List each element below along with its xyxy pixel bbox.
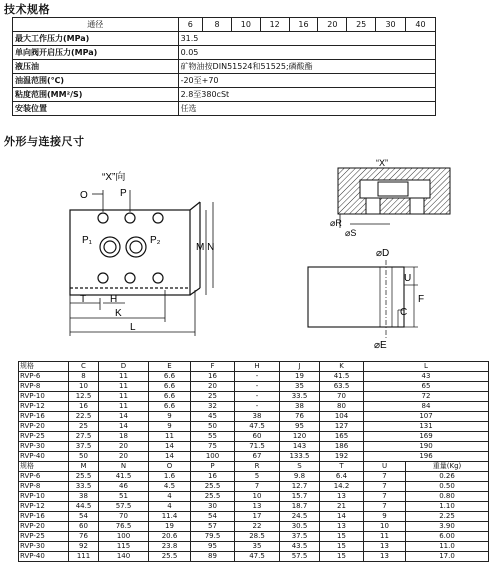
dim-cell: RVP-8 xyxy=(19,482,69,492)
table-row xyxy=(19,422,489,432)
dim-cell: 7 xyxy=(364,502,406,512)
dim-cell: 11 xyxy=(99,382,149,392)
dim-cell: - xyxy=(235,392,280,402)
dim-cell: 30.5 xyxy=(280,522,320,532)
dim-cell: 10 xyxy=(235,492,280,502)
spec-row xyxy=(13,88,436,102)
spec-value: 矿物油按DIN51524和51525;磷酸酯 xyxy=(178,60,435,74)
dim-cell: 95 xyxy=(191,542,235,552)
dim-cell: 14.2 xyxy=(320,482,364,492)
table-row xyxy=(19,402,489,412)
front-view xyxy=(70,202,200,295)
spec-row xyxy=(13,60,436,74)
spec-label: 液压油 xyxy=(13,60,179,74)
dim-header-cell: O xyxy=(149,462,191,472)
dim-cell: 107 xyxy=(364,412,489,422)
dim-cell: 57.5 xyxy=(99,502,149,512)
dim-header-cell: L xyxy=(364,362,489,372)
mount-hole xyxy=(153,273,163,283)
dim-cell: 143 xyxy=(280,442,320,452)
dim-cell: 6.4 xyxy=(320,472,364,482)
dim-cell: 51 xyxy=(99,492,149,502)
diameter-cell: 6 xyxy=(178,18,203,32)
spec-value: 31.5 xyxy=(178,32,435,46)
dim-cell: 10 xyxy=(364,522,406,532)
dim-cell: 165 xyxy=(320,432,364,442)
dim-cell: 12.5 xyxy=(69,392,99,402)
dim-cell: 37.5 xyxy=(69,442,99,452)
dim-cell: 120 xyxy=(280,432,320,442)
dim-cell: RVP-16 xyxy=(19,412,69,422)
dim-header-cell: M xyxy=(69,462,99,472)
dim-cell: 76 xyxy=(69,532,99,542)
dim-header-cell: H xyxy=(235,362,280,372)
dim-cell: 47.5 xyxy=(235,552,280,562)
label-x-arrow: “X” xyxy=(376,158,388,168)
dim-cell: - xyxy=(235,372,280,382)
dim-cell: 20 xyxy=(99,452,149,462)
outline-drawing xyxy=(0,150,500,360)
dim-cell: 17.0 xyxy=(406,552,489,562)
dim-cell: 111 xyxy=(69,552,99,562)
diameter-cell: 12 xyxy=(260,18,289,32)
dim-cell: 54 xyxy=(69,512,99,522)
dim-cell: 95 xyxy=(280,422,320,432)
table-row xyxy=(19,542,489,552)
dim-cell: 25.5 xyxy=(69,472,99,482)
label-p2: P₂ xyxy=(150,235,161,246)
dim-cell: 75 xyxy=(191,442,235,452)
port-p1 xyxy=(100,237,120,257)
dim-cell: 89 xyxy=(191,552,235,562)
dim-cell: 76.5 xyxy=(99,522,149,532)
spec-label: 安装位置 xyxy=(13,102,179,116)
mount-hole xyxy=(98,273,108,283)
section-view xyxy=(338,168,450,228)
dim-cell: 0.80 xyxy=(406,492,489,502)
diameter-cell: 25 xyxy=(347,18,376,32)
dim-cell: 38 xyxy=(69,492,99,502)
dim-cell: 25 xyxy=(191,392,235,402)
dim-header-cell: 重量(Kg) xyxy=(406,462,489,472)
table-row xyxy=(19,412,489,422)
dim-cell: 14 xyxy=(320,512,364,522)
dim-cell: RVP-10 xyxy=(19,492,69,502)
dim-cell: 50 xyxy=(191,422,235,432)
dim-cell: 0.50 xyxy=(406,482,489,492)
spec-label: 油温范围(℃) xyxy=(13,74,179,88)
dim-cell: RVP-30 xyxy=(19,442,69,452)
dim-cell: 11 xyxy=(99,372,149,382)
outline-title: 外形与连接尺寸 xyxy=(4,135,85,148)
dim-cell: 14 xyxy=(99,412,149,422)
dim-header-cell: 规格 xyxy=(19,362,69,372)
dim-cell: 43.5 xyxy=(280,542,320,552)
dim-header-cell: P xyxy=(191,462,235,472)
dim-cell: 57.5 xyxy=(280,552,320,562)
dim-cell: 196 xyxy=(364,452,489,462)
dim-cell: 33.5 xyxy=(280,392,320,402)
spec-value: 0.05 xyxy=(178,46,435,60)
table-row xyxy=(19,502,489,512)
dim-cell: 47.5 xyxy=(235,422,280,432)
dim-cell: 13 xyxy=(364,552,406,562)
section-port xyxy=(410,198,424,214)
dim-cell: 18 xyxy=(99,432,149,442)
label-o: O xyxy=(80,190,88,201)
diameter-label: 通径 xyxy=(13,18,179,32)
dim-header-cell: 规格 xyxy=(19,462,69,472)
dim-cell: 11 xyxy=(364,532,406,542)
dim-cell: 5 xyxy=(235,472,280,482)
dim-cell: 41.5 xyxy=(320,372,364,382)
dim-cell: 22 xyxy=(235,522,280,532)
spec-row xyxy=(13,74,436,88)
spec-value: 2.8至380cSt xyxy=(178,88,435,102)
dim-cell: 15 xyxy=(320,552,364,562)
table-row xyxy=(19,482,489,492)
dim-cell: 33.5 xyxy=(69,482,99,492)
dim-cell: 7 xyxy=(364,472,406,482)
dim-cell: 9 xyxy=(364,512,406,522)
dim-header-row xyxy=(19,462,489,472)
table-row xyxy=(19,432,489,442)
dim-cell: 71.5 xyxy=(235,442,280,452)
dim-cell: 80 xyxy=(320,402,364,412)
spec-value: -20至+70 xyxy=(178,74,435,88)
dim-cell: RVP-10 xyxy=(19,392,69,402)
dim-cell: 60 xyxy=(235,432,280,442)
x-view-label: “X”向 xyxy=(102,172,126,183)
diameter-cell: 10 xyxy=(231,18,260,32)
section-port xyxy=(366,198,380,214)
dim-header-cell: T xyxy=(320,462,364,472)
label-u: U xyxy=(404,273,412,284)
dim-cell: 8 xyxy=(69,372,99,382)
dim-cell: 54 xyxy=(191,512,235,522)
dim-cell: 15 xyxy=(320,532,364,542)
section-poppet xyxy=(378,182,408,196)
dim-cell: 104 xyxy=(320,412,364,422)
dim-cell: 11 xyxy=(149,432,191,442)
dim-cell: 192 xyxy=(320,452,364,462)
dim-header-cell: K xyxy=(320,362,364,372)
spec-label: 粘度范围(MM²/S) xyxy=(13,88,179,102)
spec-value: 任选 xyxy=(178,102,435,116)
dim-cell: 6.00 xyxy=(406,532,489,542)
label-d: ⌀D xyxy=(376,248,390,259)
dim-cell: 25.5 xyxy=(191,482,235,492)
dim-cell: 169 xyxy=(364,432,489,442)
dim-cell: RVP-6 xyxy=(19,472,69,482)
dim-header-cell: C xyxy=(69,362,99,372)
port-p2 xyxy=(130,241,142,253)
dim-cell: 24.5 xyxy=(280,512,320,522)
dim-cell: - xyxy=(235,382,280,392)
dim-cell: 13 xyxy=(364,542,406,552)
dim-cell: 6.6 xyxy=(149,392,191,402)
dim-cell: 76 xyxy=(280,412,320,422)
dim-cell: 140 xyxy=(99,552,149,562)
spec-row xyxy=(13,102,436,116)
dim-cell: 133.5 xyxy=(280,452,320,462)
dim-header-cell: S xyxy=(280,462,320,472)
dim-cell: 63.5 xyxy=(320,382,364,392)
dim-cell: 7 xyxy=(235,482,280,492)
dim-cell: 38 xyxy=(235,412,280,422)
dim-header-cell: R xyxy=(235,462,280,472)
dim-cell: RVP-40 xyxy=(19,552,69,562)
dim-cell: 43 xyxy=(364,372,489,382)
dim-cell: 67 xyxy=(235,452,280,462)
diameter-cell: 40 xyxy=(406,18,436,32)
label-t: T xyxy=(80,294,87,305)
dim-header-cell: D xyxy=(99,362,149,372)
table-row xyxy=(19,512,489,522)
dim-cell: 35 xyxy=(280,382,320,392)
mount-hole xyxy=(125,213,135,223)
dim-cell: 9 xyxy=(149,412,191,422)
dim-cell: 13 xyxy=(235,502,280,512)
dim-cell: 15 xyxy=(320,542,364,552)
dim-cell: 45 xyxy=(191,412,235,422)
table-row xyxy=(19,492,489,502)
dim-cell: 70 xyxy=(99,512,149,522)
table-row xyxy=(19,392,489,402)
dim-cell: 17 xyxy=(235,512,280,522)
diameter-cell: 30 xyxy=(376,18,406,32)
dim-header-row xyxy=(19,362,489,372)
dim-cell: 6.6 xyxy=(149,402,191,412)
dim-cell: RVP-25 xyxy=(19,532,69,542)
side-view xyxy=(308,260,418,338)
dim-cell: 4 xyxy=(149,502,191,512)
side-body xyxy=(308,267,404,327)
dim-cell: 20 xyxy=(191,382,235,392)
dim-cell: 12.7 xyxy=(280,482,320,492)
dim-cell: RVP-12 xyxy=(19,502,69,512)
dim-cell: 16 xyxy=(191,372,235,382)
diameter-cell: 16 xyxy=(289,18,318,32)
dimension-table xyxy=(18,361,489,562)
dim-cell: 115 xyxy=(99,542,149,552)
dim-cell: 38 xyxy=(280,402,320,412)
dim-cell: 0.26 xyxy=(406,472,489,482)
dim-cell: 4 xyxy=(149,492,191,502)
dim-cell: 60 xyxy=(69,522,99,532)
label-r: ⌀R xyxy=(330,218,342,228)
spec-title: 技术规格 xyxy=(4,3,50,16)
dim-cell: 13 xyxy=(320,522,364,532)
dim-header-cell: N xyxy=(99,462,149,472)
table-row xyxy=(19,532,489,542)
dim-header-cell: F xyxy=(191,362,235,372)
dim-cell: 14 xyxy=(99,422,149,432)
table-row xyxy=(19,522,489,532)
dim-cell: 84 xyxy=(364,402,489,412)
dim-cell: 9 xyxy=(149,422,191,432)
label-p1: P₁ xyxy=(82,235,93,246)
dim-cell: 11 xyxy=(99,402,149,412)
dim-cell: 14 xyxy=(149,442,191,452)
dim-cell: 55 xyxy=(191,432,235,442)
dim-cell: 9.8 xyxy=(280,472,320,482)
table-row xyxy=(19,442,489,452)
dim-cell: RVP-6 xyxy=(19,372,69,382)
dim-cell: 44.5 xyxy=(69,502,99,512)
label-p: P xyxy=(120,188,127,199)
dim-cell: 15.7 xyxy=(280,492,320,502)
dim-cell: 14 xyxy=(149,452,191,462)
dim-cell: 57 xyxy=(191,522,235,532)
diameter-cell: 8 xyxy=(203,18,232,32)
dim-cell: RVP-30 xyxy=(19,542,69,552)
dim-cell: 70 xyxy=(320,392,364,402)
dim-cell: 23.8 xyxy=(149,542,191,552)
mount-hole xyxy=(125,273,135,283)
dim-cell: 20.6 xyxy=(149,532,191,542)
table-row xyxy=(19,382,489,392)
table-row xyxy=(19,552,489,562)
dim-cell: RVP-12 xyxy=(19,402,69,412)
diameter-cell: 20 xyxy=(318,18,347,32)
dim-cell: 7 xyxy=(364,482,406,492)
dim-cell: 65 xyxy=(364,382,489,392)
dim-cell: 11.4 xyxy=(149,512,191,522)
spec-row xyxy=(13,32,436,46)
dim-cell: 1.6 xyxy=(149,472,191,482)
label-e: ⌀E xyxy=(374,340,387,351)
dim-header-cell: U xyxy=(364,462,406,472)
dim-cell: - xyxy=(235,402,280,412)
dim-cell: RVP-16 xyxy=(19,512,69,522)
dim-cell: 6.6 xyxy=(149,372,191,382)
dim-cell: RVP-20 xyxy=(19,422,69,432)
dim-cell: 35 xyxy=(235,542,280,552)
dim-cell: 131 xyxy=(364,422,489,432)
dim-cell: 4.5 xyxy=(149,482,191,492)
dim-cell: 32 xyxy=(191,402,235,412)
label-mn: M N xyxy=(196,242,215,253)
dim-cell: 10 xyxy=(69,382,99,392)
label-h: H xyxy=(110,294,118,305)
dim-cell: 25.5 xyxy=(191,492,235,502)
spec-header-row xyxy=(13,18,436,32)
dim-cell: 25.5 xyxy=(149,552,191,562)
dim-cell: 21 xyxy=(320,502,364,512)
dim-cell: 7 xyxy=(364,492,406,502)
dim-cell: 92 xyxy=(69,542,99,552)
dim-cell: RVP-8 xyxy=(19,382,69,392)
dim-cell: 16 xyxy=(69,402,99,412)
dim-cell: 19 xyxy=(149,522,191,532)
dim-cell: 11 xyxy=(99,392,149,402)
dim-cell: 28.5 xyxy=(235,532,280,542)
dim-cell: 16 xyxy=(191,472,235,482)
dim-cell: 6.6 xyxy=(149,382,191,392)
dim-cell: 30 xyxy=(191,502,235,512)
dim-cell: 1.10 xyxy=(406,502,489,512)
dim-cell: 25 xyxy=(69,422,99,432)
dim-cell: 3.90 xyxy=(406,522,489,532)
dim-cell: 190 xyxy=(364,442,489,452)
dim-cell: 72 xyxy=(364,392,489,402)
dim-cell: 79.5 xyxy=(191,532,235,542)
label-s: ⌀S xyxy=(345,228,357,238)
front-edge xyxy=(190,202,200,210)
dim-cell: 2.25 xyxy=(406,512,489,522)
table-row xyxy=(19,452,489,462)
dim-header-cell: E xyxy=(149,362,191,372)
dim-cell: 41.5 xyxy=(99,472,149,482)
dim-cell: 11.0 xyxy=(406,542,489,552)
front-dimensions xyxy=(70,190,213,336)
spec-label: 单向阀开启压力(MPa) xyxy=(13,46,179,60)
label-c: C xyxy=(400,307,408,318)
dim-cell: RVP-25 xyxy=(19,432,69,442)
port-p1 xyxy=(104,241,116,253)
dim-cell: RVP-20 xyxy=(19,522,69,532)
label-l: L xyxy=(130,322,136,333)
dim-cell: 19 xyxy=(280,372,320,382)
spec-table xyxy=(12,17,436,116)
dim-cell: 100 xyxy=(191,452,235,462)
port-p2 xyxy=(126,237,146,257)
spec-row xyxy=(13,46,436,60)
dim-cell: 50 xyxy=(69,452,99,462)
label-f: F xyxy=(418,294,425,305)
dim-cell: 127 xyxy=(320,422,364,432)
dim-header-cell: J xyxy=(280,362,320,372)
mount-hole xyxy=(153,213,163,223)
dim-cell: 22.5 xyxy=(69,412,99,422)
dim-cell: 13 xyxy=(320,492,364,502)
dim-cell: RVP-40 xyxy=(19,452,69,462)
dim-cell: 20 xyxy=(99,442,149,452)
mount-hole xyxy=(98,213,108,223)
dim-cell: 37.5 xyxy=(280,532,320,542)
dim-cell: 186 xyxy=(320,442,364,452)
table-row xyxy=(19,472,489,482)
dim-cell: 100 xyxy=(99,532,149,542)
dim-cell: 18.7 xyxy=(280,502,320,512)
dim-cell: 46 xyxy=(99,482,149,492)
dim-cell: 27.5 xyxy=(69,432,99,442)
label-k: K xyxy=(115,308,122,319)
spec-label: 最大工作压力(MPa) xyxy=(13,32,179,46)
table-row xyxy=(19,372,489,382)
